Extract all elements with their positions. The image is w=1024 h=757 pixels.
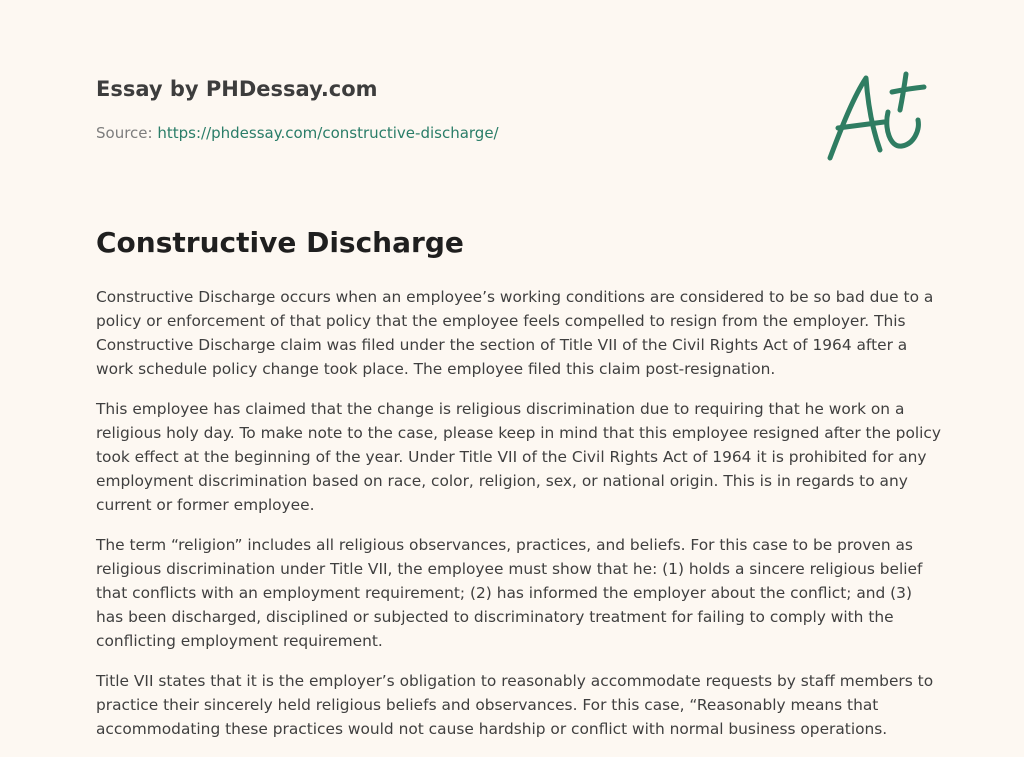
source-label: Source: bbox=[96, 124, 153, 142]
article-body bbox=[96, 285, 941, 757]
paragraph: Title VII states that it is the employer’s obligation to reasonably accommodate requests by staff members to practice their sincerely held religious beliefs and observances. For this case, “Reasonably means that accommodating these practices would not cause hardship or conflict with normal business operations. bbox=[96, 672, 934, 738]
a-plus-logo-icon bbox=[822, 66, 930, 166]
source-line bbox=[96, 124, 499, 142]
site-brand: Essay by PHDessay.com bbox=[96, 77, 378, 101]
source-link[interactable]: https://phdessay.com/constructive-discharge/ bbox=[157, 124, 499, 142]
paragraph: The term “religion” includes all religious observances, practices, and beliefs. For this case to be proven as religious discrimination under Title VII, the employee must show that he: (1) holds a sincere religious belief that conflicts with an employment requirement; (2) has informed the employer about the conflict; and (3) has been discharged, disciplined or subjected to discriminatory treatment for failing to comply with the conflicting employment requirement. bbox=[96, 536, 923, 650]
article-title: Constructive Discharge bbox=[96, 226, 464, 259]
paragraph: Constructive Discharge occurs when an employee’s working conditions are considered to be so bad due to a policy or enforcement of that policy that the employee feels compelled to resign from the employer. This Constructive Discharge claim was filed under the section of Title VII of the Civil Rights Act of 1964 after a work schedule policy change took place. The employee filed this claim post-resignation. bbox=[96, 288, 934, 378]
paragraph: This employee has claimed that the change is religious discrimination due to requiring that he work on a religious holy day. To make note to the case, please keep in mind that this employee resigned after the policy took effect at the beginning of the year. Under Title VII of the Civil Rights Act of 1964 it is prohibited for any employment discrimination based on race, color, religion, sex, or national origin. This is in regards to any current or former employee. bbox=[96, 400, 941, 514]
